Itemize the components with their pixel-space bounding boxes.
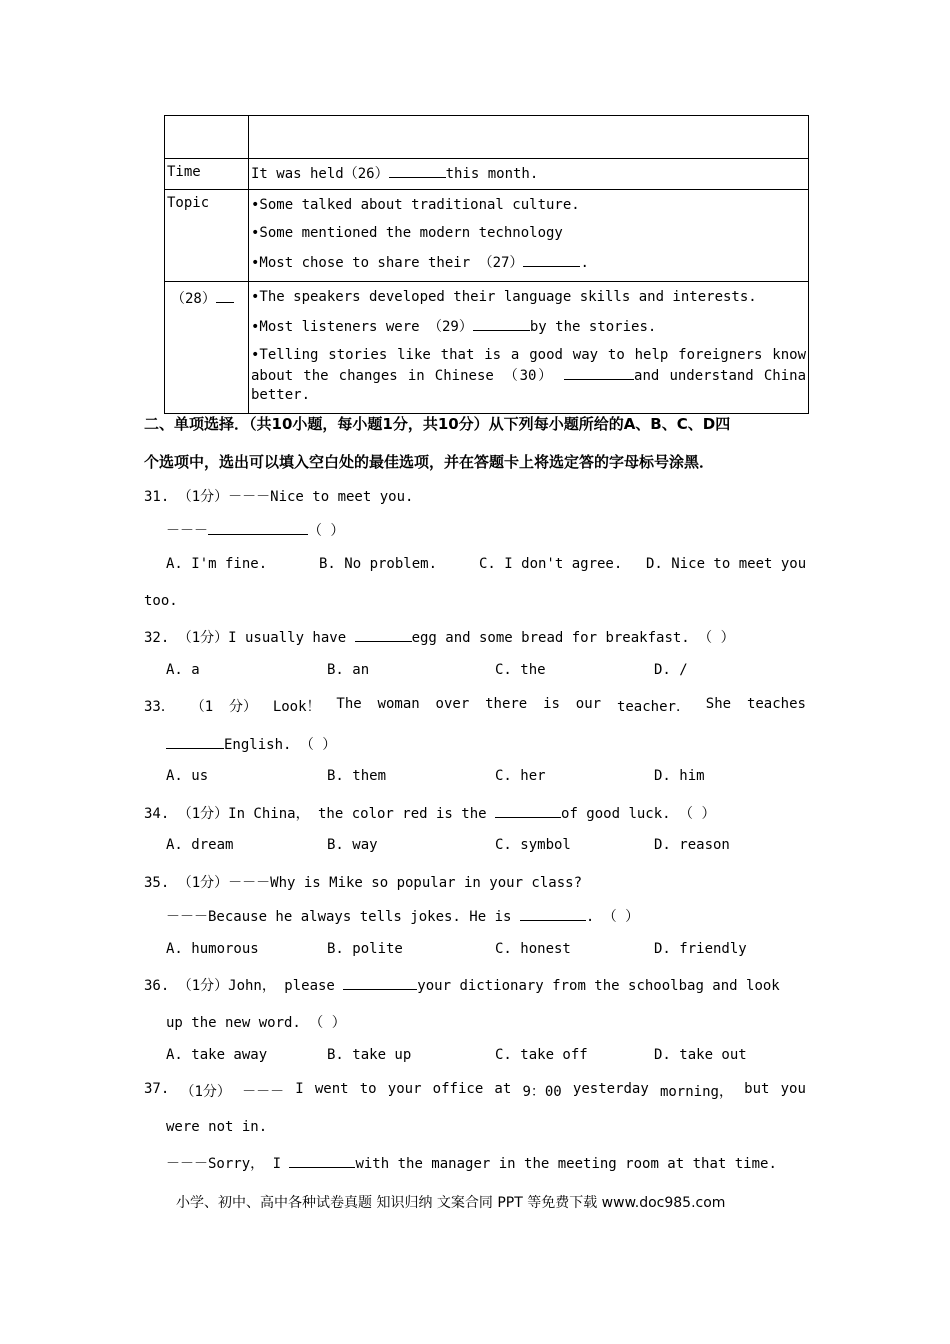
q37-cont: were not in. [166,1119,268,1135]
q35-stem: 35. （1分）－－－Why is Mike so popular in your class? [144,875,583,891]
q33-word: 分） [228,699,257,715]
q33-word: （1 [190,699,214,715]
time-label: Time [165,159,249,190]
q36-option-a: A. take away [166,1047,268,1063]
time-text-end: this month. [445,166,539,182]
q35-option-d: D. friendly [654,941,747,957]
q33-word: teacher． [616,699,690,715]
q37-blank [289,1153,355,1168]
q33-stem [144,696,806,716]
section-heading-line-2: 个选项中，选出可以填入空白处的最佳选项，并在答题卡上将选定答的字母标号涂黑． [144,453,715,471]
page-footer: 小学、初中、高中各种试卷真题 知识归纳 文案合同 PPT 等免费下载 www.doc985.com [176,1195,726,1211]
table-header-label-cell [165,116,249,159]
q37-word: at [494,1081,512,1097]
q33-word: Look！ [272,699,321,715]
q36-stem-start: 36. （1分）John， please [144,978,344,994]
q36-option-d: D. take out [654,1047,747,1063]
time-text-start: It was held（26） [251,166,389,182]
q37-stem [144,1081,806,1101]
q33-blank [166,734,224,749]
q37-word: －－－ [242,1084,285,1100]
q36-blank [343,975,417,990]
q33-word: over [435,696,470,712]
q34-stem-end: of good luck. （ ） [561,806,716,822]
q37-word: 37. [144,1081,170,1097]
q32-stem-start: 32. （1分）I usually have [144,630,355,646]
q35-option-a: A. humorous [166,941,259,957]
q34-stem [144,803,715,823]
q33-word: is [543,696,560,712]
row28-bullet-2-end: by the stories. [529,319,657,335]
table-header-content-cell [249,116,809,159]
topic-bullet-3 [251,252,806,273]
blank-27 [523,252,580,267]
row28-label [165,282,249,414]
row28-bullet-2-start: •Most listeners were （29） [251,319,473,335]
table-row-time [165,159,809,190]
q37-word: went [314,1081,349,1097]
row28-bullet-2 [251,316,806,337]
topic-bullet-3-end: . [580,255,589,271]
q36-option-c: C. take off [495,1047,588,1063]
q34-option-b: B. way [327,837,378,853]
q37-reply [166,1153,777,1173]
q37-word: to [359,1081,377,1097]
q31-reply-start: －－－ [166,523,208,539]
q34-option-d: D. reason [654,837,730,853]
q35-option-b: B. polite [327,941,403,957]
table-header-row [165,116,809,159]
q36-stem-end: your dictionary from the schoolbag and look [417,978,780,994]
q37-word: （1分） [180,1084,231,1100]
q36-option-b: B. take up [327,1047,412,1063]
topic-label: Topic [165,190,249,282]
q34-option-a: A. dream [166,837,234,853]
q37-word: office [432,1081,484,1097]
topic-bullet-2: •Some mentioned the modern technology [251,225,563,241]
q31-option-a: A. I'm fine. [166,556,268,572]
q35-option-c: C. honest [495,941,571,957]
q35-reply-start: －－－Because he always tells jokes. He is [166,909,520,925]
q32-option-d: D. / [654,662,688,678]
blank-30 [564,365,634,380]
q33-option-d: D. him [654,768,705,784]
q34-option-c: C. symbol [495,837,571,853]
q37-word: morning， [659,1084,733,1100]
q32-stem [144,627,735,647]
q35-blank [520,906,586,921]
row28-bullet-3-start: •Telling stories like that is a good way to help foreigners know about the changes in Chinese （30） [251,347,806,384]
q31-option-d-cont: too. [144,593,178,609]
q31-reply [166,520,344,540]
blank-28 [216,288,234,303]
q37-word: but [744,1081,770,1097]
story-table [164,115,809,414]
q33-word: 33． [144,699,175,715]
q34-stem-start: 34. （1分）In China， the color red is the [144,806,496,822]
row28-bullet-1: •The speakers developed their language skills and interests. [251,289,757,305]
row28-content [249,282,809,414]
topic-bullet-3-start: •Most chose to share their （27） [251,255,524,271]
table-row-topic [165,190,809,282]
q31-stem: 31. （1分）－－－Nice to meet you. [144,489,414,505]
q33-word: teaches [746,696,806,712]
q36-cont: up the new word. （ ） [166,1015,346,1031]
q31-option-b: B. No problem. [319,556,438,572]
q33-word: there [485,696,528,712]
q33-option-c: C. her [495,768,546,784]
row28-bullet-3 [251,346,806,405]
q31-answer-bracket: （ ） [308,523,345,539]
topic-bullet-1: •Some talked about traditional culture. [251,197,580,213]
q32-option-a: A. a [166,662,200,678]
q37-reply-start: －－－Sorry， I [166,1156,290,1172]
q33-word: woman [377,696,420,712]
q37-word: yesterday [572,1081,649,1097]
q36-stem [144,975,780,995]
q37-word: you [780,1081,806,1097]
q32-option-c: C. the [495,662,546,678]
q33-option-b: B. them [327,768,387,784]
q37-word: your [387,1081,422,1097]
q33-word: our [575,696,602,712]
q37-word: 9：00 [522,1084,562,1100]
time-content [249,159,809,190]
q31-blank [208,520,308,535]
q37-word: I [295,1081,304,1097]
q33-option-a: A. us [166,768,209,784]
q34-blank [495,803,561,818]
row28-bullet-3-end: and understand China better. [251,368,807,403]
q31-option-c: C. I don't agree. [479,556,623,572]
q35-reply-end: . （ ） [585,909,640,925]
q33-cont-text: English. （ ） [224,737,337,753]
q33-word: The [336,696,362,712]
table-row-28 [165,282,809,414]
q31-option-d: D. Nice to meet you [646,556,807,572]
q37-reply-end: with the manager in the meeting room at that time. [355,1156,777,1172]
q32-option-b: B. an [327,662,370,678]
section-heading-line-1: 二、单项选择．（共10小题，每小题1分，共10分）从下列每小题所给的A、B、C、D四 [144,415,731,433]
q35-reply [166,906,639,926]
q33-word: She [705,696,732,712]
blank-26 [389,163,446,178]
row28-label-text: （28） [171,291,216,307]
q32-stem-end: egg and some bread for breakfast. （ ） [411,630,735,646]
q32-blank [355,627,412,642]
blank-29 [473,316,530,331]
topic-content [249,190,809,282]
q33-cont [166,734,336,754]
